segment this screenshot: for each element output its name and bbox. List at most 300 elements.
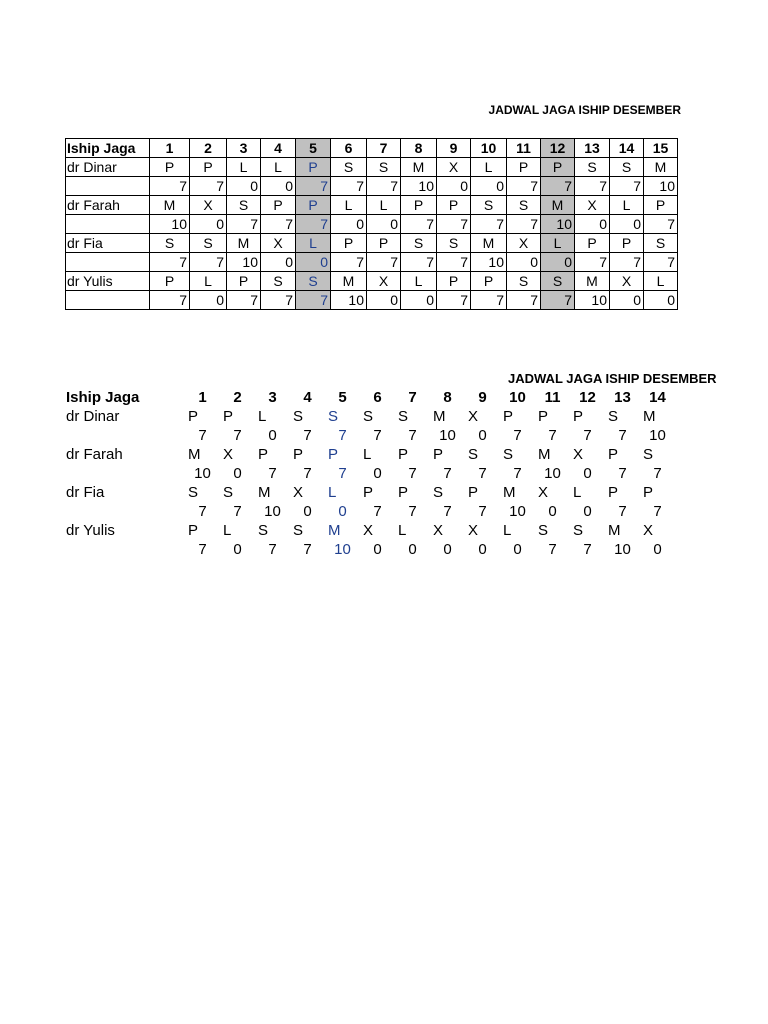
header-label-cell[interactable]: Iship Jaga (66, 139, 150, 158)
hours-cell[interactable]: 7 (583, 541, 592, 558)
day-header-cell[interactable]: 1 (198, 389, 207, 406)
hours-cell[interactable]: 7 (583, 427, 592, 444)
doctor-name-cell[interactable]: dr Farah (66, 446, 123, 463)
shift-code-cell[interactable]: L (261, 158, 296, 177)
shift-code-cell[interactable]: S (398, 408, 409, 425)
shift-code-cell[interactable]: X (643, 522, 654, 539)
shift-code-cell[interactable]: L (610, 196, 644, 215)
shift-code-cell[interactable]: P (437, 196, 471, 215)
day-header-cell[interactable]: 4 (303, 389, 312, 406)
shift-code-cell[interactable]: X (223, 446, 234, 463)
hours-cell[interactable]: 7 (618, 503, 627, 520)
shift-code-cell[interactable]: X (610, 272, 644, 291)
hours-cell[interactable]: 7 (507, 291, 541, 310)
hours-cell[interactable]: 7 (227, 291, 261, 310)
hours-cell[interactable]: 7 (331, 177, 367, 196)
doctor-hours-row (65, 540, 675, 559)
doctor-hours-row (66, 291, 678, 310)
hours-cell[interactable]: 10 (439, 427, 456, 444)
day-header-cell[interactable]: 8 (401, 139, 437, 158)
shift-code-cell[interactable]: S (433, 484, 444, 501)
shift-code-cell[interactable]: S (293, 408, 304, 425)
shift-code-cell[interactable]: P (367, 234, 401, 253)
empty-name-cell[interactable] (66, 253, 150, 272)
doctor-hours-row (65, 426, 675, 445)
day-header-cell[interactable]: 7 (408, 389, 417, 406)
day-header-cell[interactable]: 13 (614, 389, 631, 406)
shift-code-cell[interactable]: M (608, 522, 621, 539)
hours-cell[interactable]: 7 (296, 177, 331, 196)
hours-cell[interactable]: 7 (150, 253, 190, 272)
hours-cell[interactable]: 0 (303, 503, 312, 520)
day-header-cell[interactable]: 12 (579, 389, 596, 406)
hours-cell[interactable]: 10 (644, 177, 678, 196)
doctor-code-row (66, 272, 678, 291)
hours-cell[interactable]: 7 (401, 215, 437, 234)
shift-code-cell[interactable]: P (328, 446, 339, 463)
hours-cell[interactable]: 7 (261, 215, 296, 234)
shift-code-cell[interactable]: S (227, 196, 261, 215)
day-header-cell[interactable]: 10 (509, 389, 526, 406)
shift-code-cell[interactable]: M (575, 272, 610, 291)
day-header-cell[interactable]: 2 (190, 139, 227, 158)
shift-code-cell[interactable]: L (258, 408, 267, 425)
hours-cell[interactable]: 0 (373, 541, 382, 558)
day-header-cell[interactable]: 11 (544, 389, 561, 406)
shift-code-cell[interactable]: X (261, 234, 296, 253)
day-header-cell[interactable]: 5 (296, 139, 331, 158)
hours-cell[interactable]: 10 (471, 253, 507, 272)
shift-code-cell[interactable]: P (331, 234, 367, 253)
hours-cell[interactable]: 0 (190, 215, 227, 234)
day-header-cell[interactable]: 7 (367, 139, 401, 158)
shift-code-cell[interactable]: L (367, 196, 401, 215)
shift-code-cell[interactable]: S (471, 196, 507, 215)
doctor-hours-row (66, 177, 678, 196)
empty-name-cell[interactable] (65, 502, 185, 521)
shift-code-cell[interactable]: X (293, 484, 304, 501)
shift-code-cell[interactable]: S (575, 158, 610, 177)
hours-cell[interactable]: 0 (233, 541, 242, 558)
shift-code-cell[interactable]: L (331, 196, 367, 215)
hours-cell[interactable]: 7 (471, 291, 507, 310)
hours-cell[interactable]: 10 (649, 427, 666, 444)
hours-cell[interactable]: 7 (261, 291, 296, 310)
schedule-table-1 (65, 138, 678, 310)
shift-code-cell[interactable]: M (150, 196, 190, 215)
shift-code-cell[interactable]: P (468, 484, 479, 501)
hours-cell[interactable]: 10 (331, 291, 367, 310)
hours-cell[interactable]: 7 (408, 465, 417, 482)
hours-cell[interactable]: 0 (443, 541, 452, 558)
shift-code-cell[interactable]: S (223, 484, 234, 501)
shift-code-cell[interactable]: P (437, 272, 471, 291)
shift-code-cell[interactable]: P (401, 196, 437, 215)
hours-cell[interactable]: 7 (268, 541, 277, 558)
shift-code-cell[interactable]: P (227, 272, 261, 291)
doctor-hours-row (66, 215, 678, 234)
shift-code-cell[interactable]: P (507, 158, 541, 177)
hours-cell[interactable]: 0 (227, 177, 261, 196)
hours-cell[interactable]: 7 (233, 427, 242, 444)
shift-code-cell[interactable]: M (227, 234, 261, 253)
shift-code-cell[interactable]: L (398, 522, 407, 539)
hours-cell[interactable]: 7 (513, 427, 522, 444)
shift-code-cell[interactable]: M (328, 522, 341, 539)
doctor-name-cell[interactable]: dr Yulis (66, 272, 150, 291)
header-row (65, 388, 675, 407)
hours-cell[interactable]: 10 (544, 465, 561, 482)
hours-cell[interactable]: 7 (618, 465, 627, 482)
shift-code-cell[interactable]: S (503, 446, 514, 463)
hours-cell[interactable]: 7 (401, 253, 437, 272)
shift-code-cell[interactable]: L (227, 158, 261, 177)
hours-cell[interactable]: 7 (541, 177, 575, 196)
hours-cell[interactable]: 0 (296, 253, 331, 272)
hours-cell[interactable]: 0 (478, 427, 487, 444)
shift-code-cell[interactable]: S (608, 408, 619, 425)
hours-cell[interactable]: 0 (507, 253, 541, 272)
hours-cell[interactable]: 7 (548, 541, 557, 558)
hours-cell[interactable]: 7 (548, 427, 557, 444)
shift-code-cell[interactable]: P (261, 196, 296, 215)
empty-name-cell[interactable] (66, 177, 150, 196)
hours-cell[interactable]: 7 (303, 427, 312, 444)
shift-code-cell[interactable]: P (643, 484, 654, 501)
hours-cell[interactable]: 0 (471, 177, 507, 196)
hours-cell[interactable]: 7 (296, 291, 331, 310)
shift-code-cell[interactable]: X (468, 522, 479, 539)
shift-code-cell[interactable]: S (401, 234, 437, 253)
hours-cell[interactable]: 0 (331, 215, 367, 234)
hours-cell[interactable]: 7 (478, 503, 487, 520)
shift-code-cell[interactable]: S (367, 158, 401, 177)
shift-code-cell[interactable]: P (608, 484, 619, 501)
shift-code-cell[interactable]: S (468, 446, 479, 463)
hours-cell[interactable]: 10 (614, 541, 631, 558)
hours-cell[interactable]: 10 (541, 215, 575, 234)
shift-code-cell[interactable]: P (188, 522, 199, 539)
hours-cell[interactable]: 7 (198, 427, 207, 444)
day-header-cell[interactable]: 14 (610, 139, 644, 158)
day-header-cell[interactable]: 4 (261, 139, 296, 158)
day-header-cell[interactable]: 9 (478, 389, 487, 406)
day-header-cell[interactable]: 14 (649, 389, 666, 406)
shift-code-cell[interactable]: L (401, 272, 437, 291)
shift-code-cell[interactable]: P (573, 408, 584, 425)
hours-cell[interactable]: 7 (471, 215, 507, 234)
shift-code-cell[interactable]: S (507, 272, 541, 291)
shift-code-cell[interactable]: X (433, 522, 444, 539)
doctor-name-cell[interactable]: dr Dinar (66, 408, 120, 425)
hours-cell[interactable]: 0 (367, 215, 401, 234)
hours-cell[interactable]: 0 (610, 291, 644, 310)
hours-cell[interactable]: 7 (541, 291, 575, 310)
shift-code-cell[interactable]: P (258, 446, 269, 463)
hours-cell[interactable]: 0 (401, 291, 437, 310)
shift-code-cell[interactable]: P (575, 234, 610, 253)
empty-name-cell[interactable] (65, 540, 185, 559)
shift-code-cell[interactable]: S (331, 158, 367, 177)
shift-code-cell[interactable]: S (573, 522, 584, 539)
shift-code-cell[interactable]: S (328, 408, 339, 425)
hours-cell[interactable]: 10 (150, 215, 190, 234)
shift-code-cell[interactable]: P (644, 196, 678, 215)
shift-code-cell[interactable]: M (331, 272, 367, 291)
shift-code-cell[interactable]: P (223, 408, 234, 425)
hours-cell[interactable]: 7 (296, 215, 331, 234)
hours-cell[interactable]: 7 (443, 503, 452, 520)
day-header-cell[interactable]: 8 (443, 389, 452, 406)
hours-cell[interactable]: 0 (541, 253, 575, 272)
shift-code-cell[interactable]: X (573, 446, 584, 463)
shift-code-cell[interactable]: S (363, 408, 374, 425)
hours-cell[interactable]: 7 (373, 503, 382, 520)
day-header-cell[interactable]: 11 (507, 139, 541, 158)
hours-cell[interactable]: 7 (198, 541, 207, 558)
shift-code-cell[interactable]: M (643, 408, 656, 425)
doctor-name-cell[interactable]: dr Fia (66, 484, 105, 501)
hours-cell[interactable]: 7 (507, 177, 541, 196)
hours-cell[interactable]: 7 (408, 503, 417, 520)
day-header-cell[interactable]: 3 (227, 139, 261, 158)
shift-code-cell[interactable]: M (644, 158, 678, 177)
shift-code-cell[interactable]: P (503, 408, 514, 425)
hours-cell[interactable]: 0 (575, 215, 610, 234)
shift-code-cell[interactable]: X (363, 522, 374, 539)
hours-cell[interactable]: 0 (478, 541, 487, 558)
hours-cell[interactable]: 7 (513, 465, 522, 482)
hours-cell[interactable]: 7 (190, 177, 227, 196)
shift-code-cell[interactable]: L (503, 522, 512, 539)
day-header-cell[interactable]: 12 (541, 139, 575, 158)
shift-code-cell[interactable]: L (471, 158, 507, 177)
day-header-cell[interactable]: 6 (373, 389, 382, 406)
day-header-cell[interactable]: 3 (268, 389, 277, 406)
empty-name-cell[interactable] (65, 464, 185, 483)
empty-name-cell[interactable] (66, 215, 150, 234)
doctor-hours-row (66, 253, 678, 272)
shift-code-cell[interactable]: L (223, 522, 232, 539)
sheet2-area (0, 360, 717, 560)
doctor-name-cell[interactable]: dr Farah (66, 196, 150, 215)
hours-cell[interactable]: 7 (367, 177, 401, 196)
shift-code-cell[interactable]: P (608, 446, 619, 463)
shift-code-cell[interactable]: X (575, 196, 610, 215)
hours-cell[interactable]: 7 (338, 427, 347, 444)
shift-code-cell[interactable]: L (363, 446, 372, 463)
shift-code-cell[interactable]: P (150, 158, 190, 177)
shift-code-cell[interactable]: L (328, 484, 337, 501)
shift-code-cell[interactable]: X (367, 272, 401, 291)
day-header-cell[interactable]: 1 (150, 139, 190, 158)
shift-code-cell[interactable]: S (296, 272, 331, 291)
hours-cell[interactable]: 0 (513, 541, 522, 558)
hours-cell[interactable]: 10 (194, 465, 211, 482)
hours-cell[interactable]: 7 (373, 427, 382, 444)
hours-cell[interactable]: 7 (198, 503, 207, 520)
hours-cell[interactable]: 0 (653, 541, 662, 558)
hours-cell[interactable]: 0 (367, 291, 401, 310)
hours-cell[interactable]: 10 (509, 503, 526, 520)
day-header-cell[interactable]: 9 (437, 139, 471, 158)
hours-cell[interactable]: 7 (644, 253, 678, 272)
shift-code-cell[interactable]: L (644, 272, 678, 291)
hours-cell[interactable]: 7 (150, 291, 190, 310)
shift-code-cell[interactable]: P (296, 196, 331, 215)
shift-code-cell[interactable]: S (188, 484, 199, 501)
hours-cell[interactable]: 7 (610, 253, 644, 272)
shift-code-cell[interactable]: L (190, 272, 227, 291)
shift-code-cell[interactable]: X (468, 408, 479, 425)
shift-code-cell[interactable]: L (296, 234, 331, 253)
shift-code-cell[interactable]: S (541, 272, 575, 291)
hours-cell[interactable]: 7 (478, 465, 487, 482)
hours-cell[interactable]: 7 (331, 253, 367, 272)
hours-cell[interactable]: 7 (303, 541, 312, 558)
day-header-cell[interactable]: 13 (575, 139, 610, 158)
doctor-name-cell[interactable]: dr Dinar (66, 158, 150, 177)
hours-cell[interactable]: 0 (644, 291, 678, 310)
hours-cell[interactable]: 7 (303, 465, 312, 482)
shift-code-cell[interactable]: P (296, 158, 331, 177)
shift-code-cell[interactable]: P (190, 158, 227, 177)
hours-cell[interactable]: 0 (261, 177, 296, 196)
shift-code-cell[interactable]: M (541, 196, 575, 215)
hours-cell[interactable]: 0 (583, 465, 592, 482)
empty-name-cell[interactable] (66, 291, 150, 310)
schedule-table-2 (65, 388, 675, 559)
hours-cell[interactable]: 7 (437, 215, 471, 234)
shift-code-cell[interactable]: P (398, 484, 409, 501)
hours-cell[interactable]: 0 (610, 215, 644, 234)
shift-code-cell[interactable]: S (507, 196, 541, 215)
hours-cell[interactable]: 0 (373, 465, 382, 482)
hours-cell[interactable]: 7 (338, 465, 347, 482)
shift-code-cell[interactable]: S (643, 446, 654, 463)
day-header-cell[interactable]: 6 (331, 139, 367, 158)
day-header-cell[interactable]: 10 (471, 139, 507, 158)
hours-cell[interactable]: 7 (644, 215, 678, 234)
hours-cell[interactable]: 7 (437, 253, 471, 272)
hours-cell[interactable]: 0 (261, 253, 296, 272)
hours-cell[interactable]: 7 (227, 215, 261, 234)
doctor-code-row (65, 407, 675, 426)
hours-cell[interactable]: 0 (437, 177, 471, 196)
shift-code-cell[interactable]: P (433, 446, 444, 463)
hours-cell[interactable]: 10 (264, 503, 281, 520)
shift-code-cell[interactable]: P (471, 272, 507, 291)
hours-cell[interactable]: 7 (367, 253, 401, 272)
shift-code-cell[interactable]: S (258, 522, 269, 539)
shift-code-cell[interactable]: M (188, 446, 201, 463)
shift-code-cell[interactable]: S (150, 234, 190, 253)
shift-code-cell[interactable]: X (437, 158, 471, 177)
doctor-hours-row (65, 464, 675, 483)
shift-code-cell[interactable]: L (541, 234, 575, 253)
shift-code-cell[interactable]: X (507, 234, 541, 253)
hours-cell[interactable]: 10 (334, 541, 351, 558)
doctor-code-row (65, 483, 675, 502)
sheet2-title: JADWAL JAGA ISHIP DESEMBER (508, 371, 717, 386)
hours-cell[interactable]: 7 (575, 253, 610, 272)
hours-cell[interactable]: 0 (583, 503, 592, 520)
shift-code-cell[interactable]: P (398, 446, 409, 463)
shift-code-cell[interactable]: S (538, 522, 549, 539)
shift-code-cell[interactable]: P (610, 234, 644, 253)
day-header-cell[interactable]: 2 (233, 389, 242, 406)
shift-code-cell[interactable]: P (363, 484, 374, 501)
hours-cell[interactable]: 10 (227, 253, 261, 272)
shift-code-cell[interactable]: S (190, 234, 227, 253)
doctor-name-cell[interactable]: dr Fia (66, 234, 150, 253)
shift-code-cell[interactable]: P (541, 158, 575, 177)
hours-cell[interactable]: 7 (190, 253, 227, 272)
shift-code-cell[interactable]: X (190, 196, 227, 215)
day-header-cell[interactable]: 5 (338, 389, 347, 406)
shift-code-cell[interactable]: S (644, 234, 678, 253)
doctor-code-row (65, 521, 675, 540)
hours-cell[interactable]: 0 (338, 503, 347, 520)
hours-cell[interactable]: 7 (618, 427, 627, 444)
doctor-code-row (66, 196, 678, 215)
doctor-code-row (65, 445, 675, 464)
hours-cell[interactable]: 7 (443, 465, 452, 482)
hours-cell[interactable]: 0 (233, 465, 242, 482)
shift-code-cell[interactable]: M (503, 484, 516, 501)
hours-cell[interactable]: 0 (408, 541, 417, 558)
shift-code-cell[interactable]: P (188, 408, 199, 425)
hours-cell[interactable]: 0 (268, 427, 277, 444)
shift-code-cell[interactable]: M (433, 408, 446, 425)
day-header-cell[interactable]: 15 (644, 139, 678, 158)
hours-cell[interactable]: 7 (437, 291, 471, 310)
hours-cell[interactable]: 7 (408, 427, 417, 444)
shift-code-cell[interactable]: S (437, 234, 471, 253)
shift-code-cell[interactable]: M (538, 446, 551, 463)
shift-code-cell[interactable]: M (258, 484, 271, 501)
shift-code-cell[interactable]: L (573, 484, 582, 501)
shift-code-cell[interactable]: M (471, 234, 507, 253)
shift-code-cell[interactable]: S (261, 272, 296, 291)
hours-cell[interactable]: 10 (575, 291, 610, 310)
hours-cell[interactable]: 0 (548, 503, 557, 520)
shift-code-cell[interactable]: P (293, 446, 304, 463)
shift-code-cell[interactable]: S (293, 522, 304, 539)
shift-code-cell[interactable]: P (150, 272, 190, 291)
header-label-cell[interactable]: Iship Jaga (66, 389, 140, 406)
hours-cell[interactable]: 7 (268, 465, 277, 482)
hours-cell[interactable]: 7 (653, 465, 662, 482)
hours-cell[interactable]: 7 (575, 177, 610, 196)
doctor-name-cell[interactable]: dr Yulis (66, 522, 115, 539)
hours-cell[interactable]: 7 (150, 177, 190, 196)
hours-cell[interactable]: 7 (610, 177, 644, 196)
shift-code-cell[interactable]: S (610, 158, 644, 177)
shift-code-cell[interactable]: P (538, 408, 549, 425)
hours-cell[interactable]: 7 (653, 503, 662, 520)
hours-cell[interactable]: 7 (507, 215, 541, 234)
hours-cell[interactable]: 0 (190, 291, 227, 310)
empty-name-cell[interactable] (65, 426, 185, 445)
sheet1-title: JADWAL JAGA ISHIP DESEMBER (488, 103, 681, 117)
shift-code-cell[interactable]: M (401, 158, 437, 177)
doctor-hours-row (65, 502, 675, 521)
hours-cell[interactable]: 7 (233, 503, 242, 520)
shift-code-cell[interactable]: X (538, 484, 549, 501)
doctor-code-row (66, 158, 678, 177)
hours-cell[interactable]: 10 (401, 177, 437, 196)
